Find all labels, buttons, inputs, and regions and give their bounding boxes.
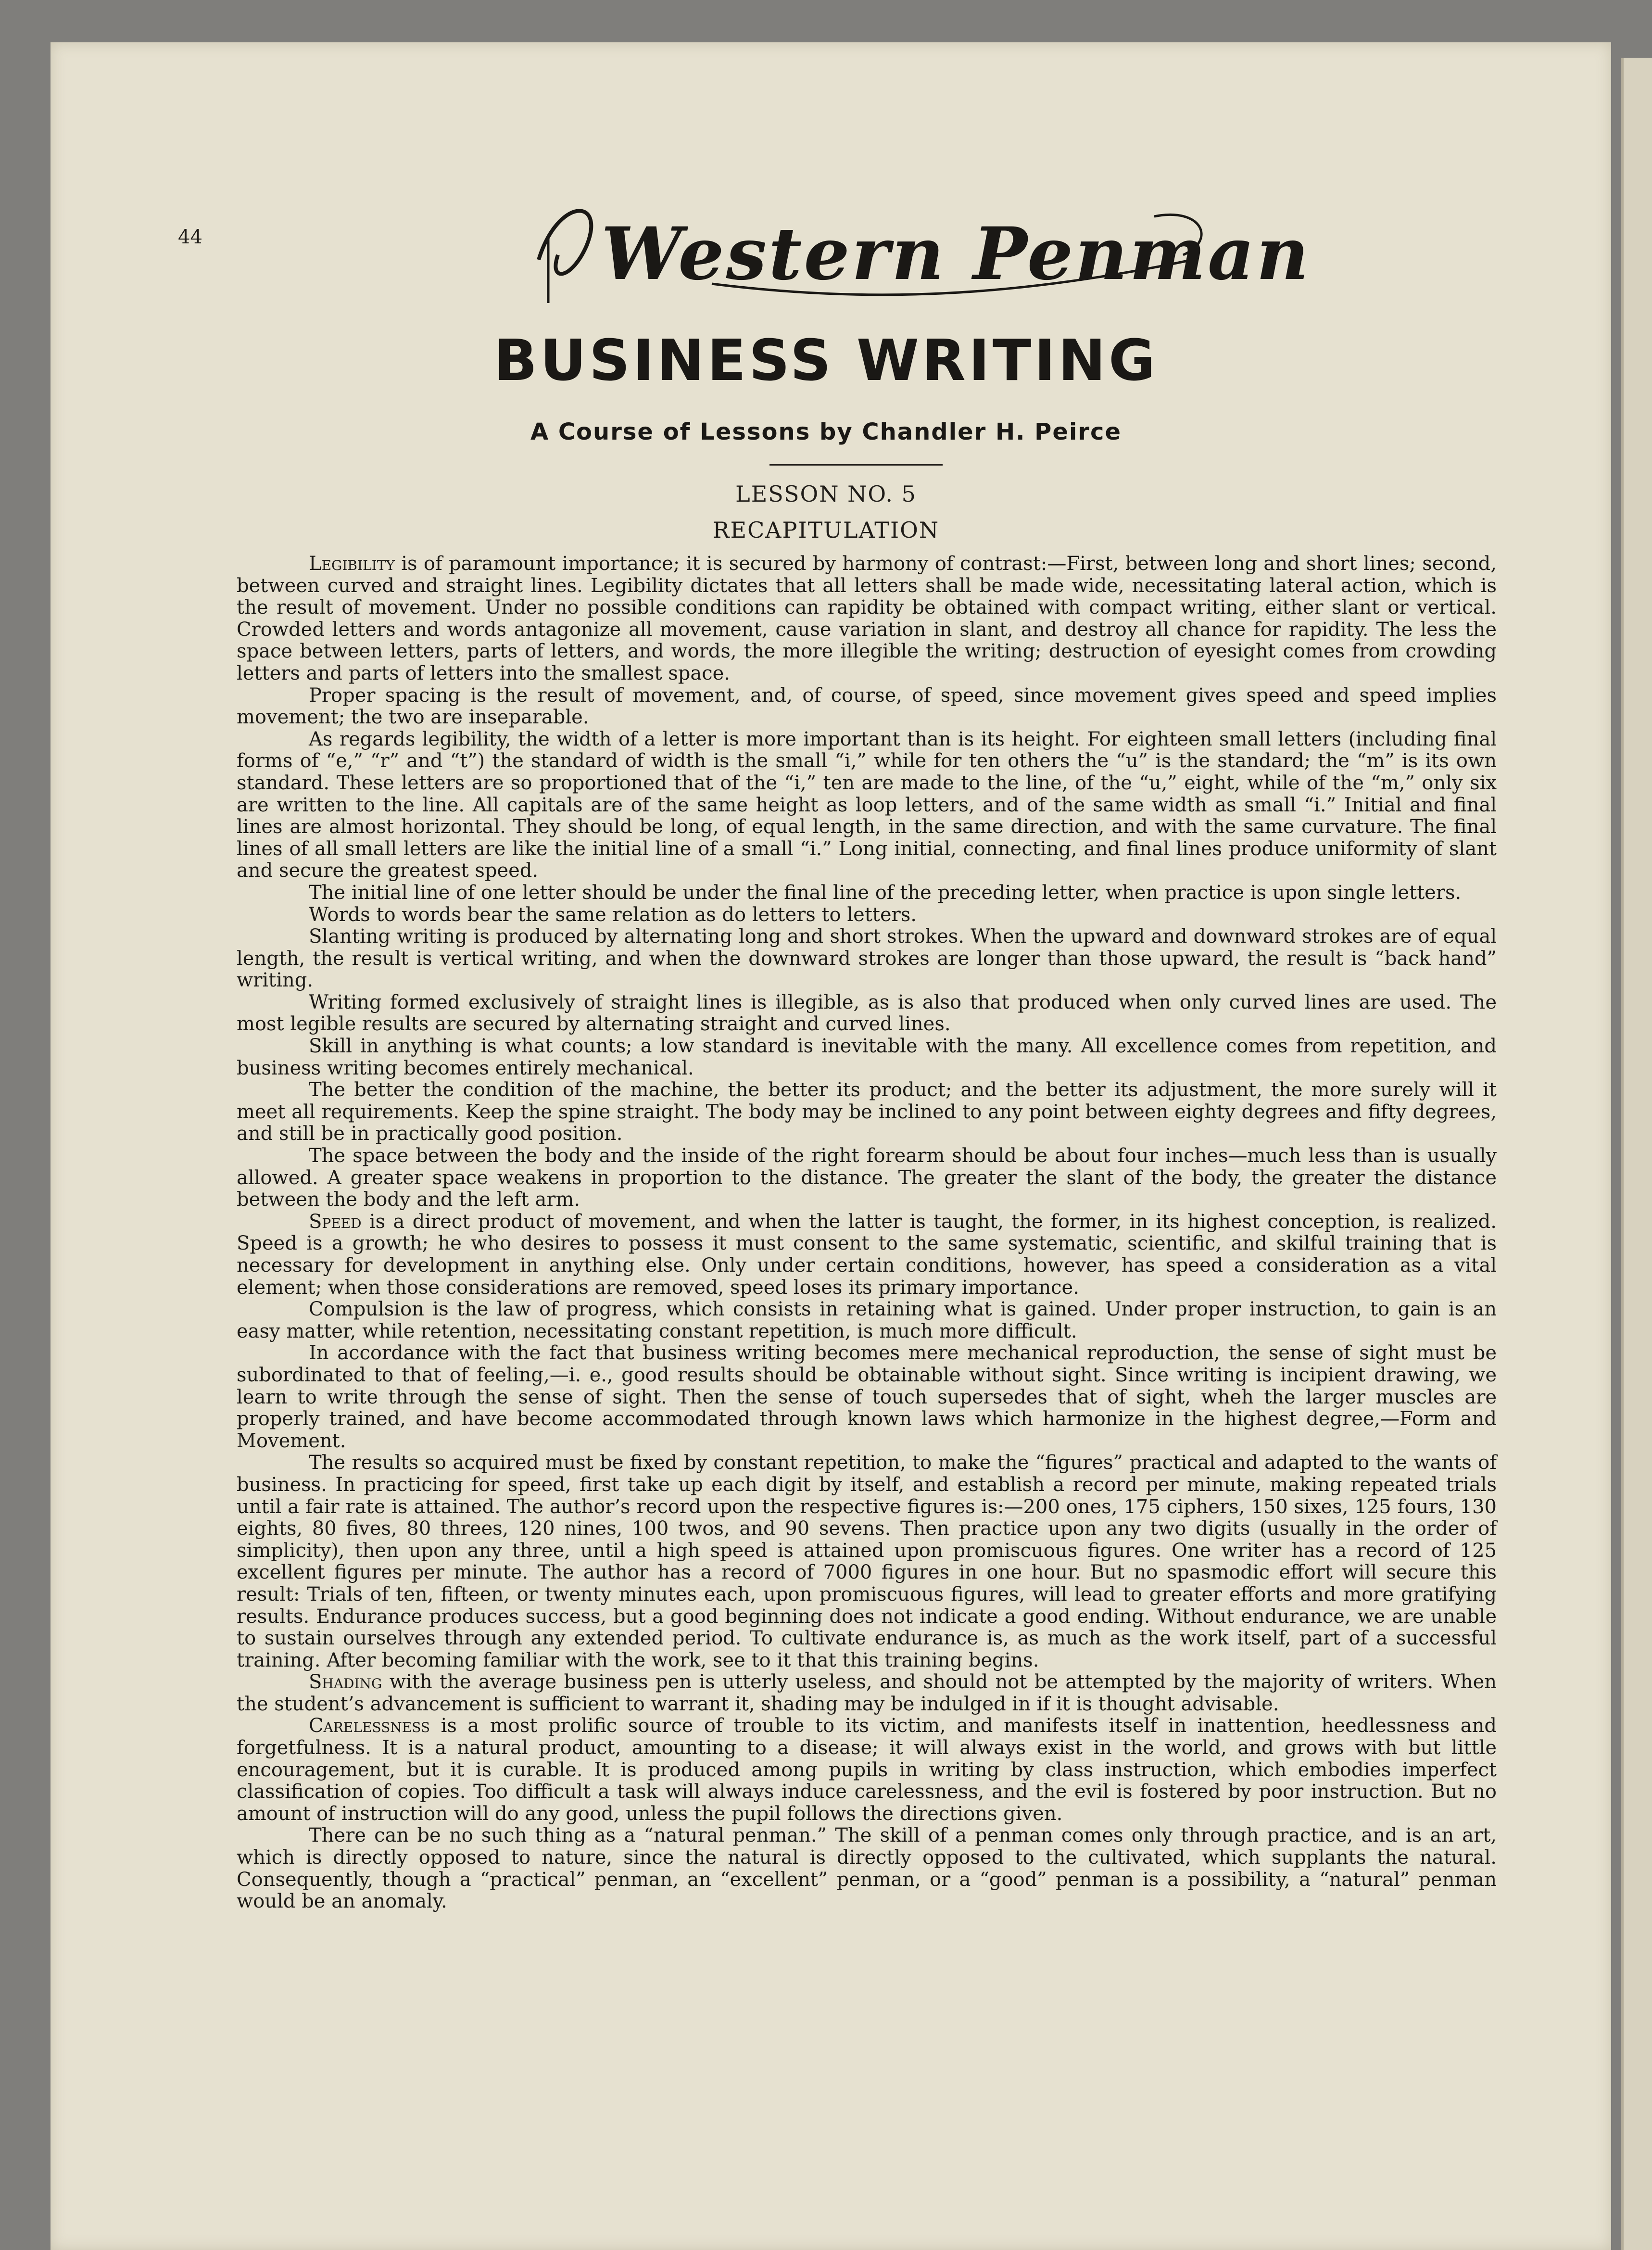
paragraph — [237, 882, 1497, 904]
paragraph — [237, 1715, 1497, 1825]
paragraph-text: Skill in anything is what counts; a low standard is inevitable with the many. All excellence comes from repetition, and business writing becomes entirely mechanical. — [237, 1035, 1497, 1079]
paragraph — [237, 1299, 1497, 1342]
paragraph-text: The space between the body and the inside of the right forearm should be about four inches—much less than is usually allowed. A greater space weakens in proportion to the distance. The greater the slant of the body, the greater the distance between the body and the left arm. — [237, 1145, 1497, 1211]
paragraph — [237, 992, 1497, 1036]
paragraph — [237, 1671, 1497, 1715]
paragraph — [237, 1211, 1497, 1299]
paragraph-text: As regards legibility, the width of a letter is more important than is its height. For eighteen small letters (including final forms of “e,” “r” and “t”) the standard of width is the small “i,” while for ten others the “u” is the standard; the “m” is its own standard. These letters are so proportioned that of the “i,” ten are made to the line, of the “u,” eight, while of the “m,” only six are written to the line. All capitals are of the same height as loop letters, and of the same width as small “i.” Initial and final lines are almost horizontal. They should be long, of equal length, in the same direction, and with the same curvature. The final lines of all small letters are like the initial line of a small “i.” Long initial, connecting, and final lines produce uniformity of slant and secure the greatest speed. — [237, 728, 1497, 882]
paragraph-text: The initial line of one letter should be under the final line of the preceding letter, when practice is upon single letters. — [309, 881, 1462, 904]
masthead-logo — [529, 188, 1311, 308]
lesson-number: LESSON NO. 5 — [735, 481, 917, 507]
paragraph-text: Compulsion is the law of progress, which consists in retaining what is gained. Under proper instruction, to gain is an easy matter, while retention, necessitating constant repetition, is much more difficult. — [237, 1298, 1497, 1342]
paragraph-text: is of paramount importance; it is secured by harmony of contrast:—First, between long and short lines; second, between curved and straight lines. Legibility dictates that all letters shall be made wide, necessitating lateral action, which is the result of movement. Under no possible conditions can rapidity be obtained with compact writing, either slant or vertical. Crowded letters and words antagonize all movement, cause variation in slant, and destroy all chance for rapidity. The less the space between letters, parts of letters, and words, the more illegible the writing; destruction of eyesight comes from crowding letters and parts of letters into the smallest space. — [237, 553, 1497, 684]
paragraph — [237, 685, 1497, 729]
paragraph — [237, 553, 1497, 685]
article-body — [237, 553, 1497, 1913]
paragraph-text: In accordance with the fact that business writing becomes mere mechanical reproduction, the sense of sight must be subordinated to that of feeling,—i. e., good results should be obtainable without sight. Since writing is incipient drawing, we learn to write through the sense of sight. Then the sense of touch supersedes that of sight, wheh the larger muscles are properly trained, and have become accommodated through known laws which harmonize in the highest degree,—Form and Movement. — [237, 1342, 1497, 1452]
paragraph-text: Slanting writing is produced by alternating long and short strokes. When the upward and downward strokes are of equal length, the result is vertical writing, and when the downward strokes are longer than those upward, the result is “back hand” writing. — [237, 925, 1497, 992]
paragraph-text: Proper spacing is the result of movement, and, of course, of speed, since movement gives speed and speed implies movement; the two are inseparable. — [237, 684, 1497, 729]
paragraph-text: with the average business pen is utterly useless, and should not be attempted by the majority of writers. When the student’s advancement is sufficient to warrant it, shading may be indulged in if it is thought advisable. — [237, 1671, 1497, 1715]
paragraph-text: The better the condition of the machine, the better its product; and the better its adjustment, the more surely will it meet all requirements. Keep the spine straight. The body may be inclined to any point between eighty degrees and fifty degrees, and still be in practically good position. — [237, 1079, 1497, 1145]
paragraph — [237, 1825, 1497, 1912]
paragraph-lead: Speed — [309, 1210, 362, 1233]
paragraph — [237, 904, 1497, 926]
divider — [769, 464, 943, 466]
article-title: BUSINESS WRITING — [494, 327, 1158, 393]
paragraph — [237, 1342, 1497, 1452]
paragraph-text: Writing formed exclusively of straight lines is illegible, as is also that produced when only curved lines are used. The most legible results are secured by alternating straight and curved lines. — [237, 991, 1497, 1036]
article-subtitle: A Course of Lessons by Chandler H. Peirce — [530, 418, 1122, 445]
paragraph — [237, 1452, 1497, 1671]
paragraph-lead: Shading — [309, 1671, 382, 1694]
page-number: 44 — [178, 226, 202, 248]
paragraph-lead: Carelessness — [309, 1715, 430, 1737]
paragraph — [237, 1079, 1497, 1145]
paragraph-lead: Legibility — [309, 553, 395, 575]
paragraph — [237, 926, 1497, 992]
paragraph — [237, 1036, 1497, 1079]
paragraph-text: Words to words bear the same relation as do letters to letters. — [309, 903, 917, 926]
paragraph-text: There can be no such thing as a “natural penman.” The skill of a penman comes only through practice, and is an art, which is directly opposed to nature, since the natural is directly opposed to the cultivated, which supplants the natural. Consequently, though a “practical” penman, an “excellent” penman, or a “good” penman is a possibility, a “natural” penman would be an anomaly. — [237, 1824, 1497, 1913]
paragraph — [237, 1145, 1497, 1211]
paragraph-text: The results so acquired must be fixed by constant repetition, to make the “figures” practical and adapted to the wants of business. In practicing for speed, first take up each digit by itself, and establish a record per minute, making repeated trials until a fair rate is attained. The author’s record upon the respective figures is:—200 ones, 175 ciphers, 150 sixes, 125 fours, 130 eights, 80 fives, 80 threes, 120 nines, 100 twos, and 90 sevens. Then practice upon any two digits (usually in the order of simplicity), then upon any three, until a high speed is attained upon promiscuous figures. One writer has a record of 125 excellent figures per minute. The author has a record of 7000 figures in one hour. But no spasmodic effort will secure this result: Trials of ten, fifteen, or twenty minutes each, upon promiscuous figures, will lead to greater efforts and more gratifying results. Endurance produces success, but a good beginning does not indicate a good ending. Without endurance, we are unable to sustain ourselves through any extended period. To cultivate endurance is, as much as the work itself, part of a successful training. After becoming familiar with the work, see to it that this training begins. — [237, 1452, 1497, 1671]
paragraph-text: is a most prolific source of trouble to its victim, and manifests itself in inattention, heedlessness and forgetfulness. It is a natural product, amounting to a disease; it will always exist in the world, and grows with but little encouragement, but it is curable. It is produced among pupils in writing by class instruction, which embodies imperfect classification of copies. Too difficult a task will always induce carelessness, and the evil is fostered by poor instruction. But no amount of instruction will do any good, unless the pupil follows the directions given. — [237, 1715, 1497, 1825]
paragraph — [237, 729, 1497, 882]
section-heading: RECAPITULATION — [712, 517, 940, 543]
masthead-title: Western Penman — [601, 212, 1311, 296]
paragraph-text: is a direct product of movement, and when the latter is taught, the former, in its highest conception, is realized. Speed is a growth; he who desires to possess it must consent to the same systematic, scientific, and skilful training that is necessary for development in anything else. Only under certain conditions, however, has speed a consideration as a vital element; when those considerations are removed, speed loses its primary importance. — [237, 1210, 1497, 1299]
